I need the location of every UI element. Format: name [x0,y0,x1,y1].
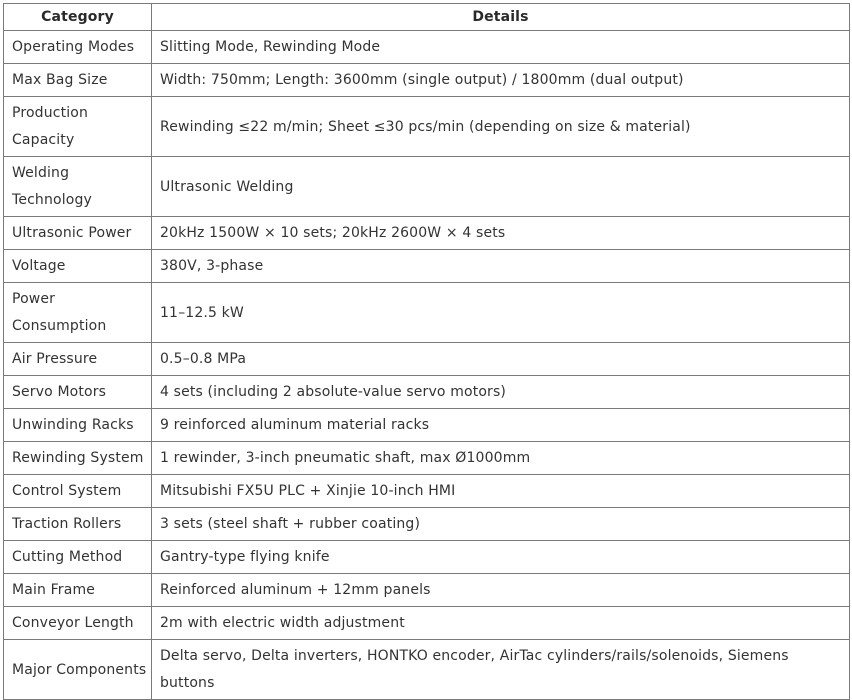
details-cell: 0.5–0.8 MPa [152,343,850,376]
category-cell: Cutting Method [4,541,152,574]
category-cell: Servo Motors [4,376,152,409]
details-cell: Delta servo, Delta inverters, HONTKO encoder, AirTac cylinders/rails/solenoids, Siemens buttons [152,640,850,700]
details-cell: 380V, 3-phase [152,250,850,283]
category-cell: Rewinding System [4,442,152,475]
details-cell: Reinforced aluminum + 12mm panels [152,574,850,607]
category-cell: Unwinding Racks [4,409,152,442]
specs-table [3,3,850,700]
details-cell: Width: 750mm; Length: 3600mm (single output) / 1800mm (dual output) [152,64,850,97]
details-cell: 11–12.5 kW [152,283,850,343]
category-cell: Conveyor Length [4,607,152,640]
category-cell: Operating Modes [4,31,152,64]
category-cell: Main Frame [4,574,152,607]
table-row [4,376,850,409]
details-cell: 2m with electric width adjustment [152,607,850,640]
details-cell: 9 reinforced aluminum material racks [152,409,850,442]
table-row [4,97,850,157]
category-cell: Air Pressure [4,343,152,376]
table-row [4,508,850,541]
category-cell: Traction Rollers [4,508,152,541]
table-row [4,409,850,442]
table-row [4,250,850,283]
category-cell: Max Bag Size [4,64,152,97]
details-cell: Gantry-type flying knife [152,541,850,574]
details-cell: Ultrasonic Welding [152,157,850,217]
category-cell: Welding Technology [4,157,152,217]
category-cell: Ultrasonic Power [4,217,152,250]
table-row [4,283,850,343]
category-cell: Major Components [4,640,152,700]
details-cell: Mitsubishi FX5U PLC + Xinjie 10-inch HMI [152,475,850,508]
table-row [4,541,850,574]
table-row [4,217,850,250]
table-row [4,343,850,376]
category-cell: Control System [4,475,152,508]
header-row [4,4,850,31]
table-row [4,574,850,607]
details-cell: 20kHz 1500W × 10 sets; 20kHz 2600W × 4 sets [152,217,850,250]
details-cell: Rewinding ≤22 m/min; Sheet ≤30 pcs/min (depending on size & material) [152,97,850,157]
details-cell: Slitting Mode, Rewinding Mode [152,31,850,64]
table-row [4,607,850,640]
category-header: Category [4,4,152,31]
table-row [4,157,850,217]
table-row [4,442,850,475]
category-cell: Power Consumption [4,283,152,343]
details-cell: 3 sets (steel shaft + rubber coating) [152,508,850,541]
details-cell: 4 sets (including 2 absolute-value servo motors) [152,376,850,409]
category-cell: Voltage [4,250,152,283]
table-row [4,640,850,700]
details-cell: 1 rewinder, 3-inch pneumatic shaft, max Ø1000mm [152,442,850,475]
table-row [4,64,850,97]
details-header: Details [152,4,850,31]
table-row [4,475,850,508]
category-cell: Production Capacity [4,97,152,157]
table-row [4,31,850,64]
